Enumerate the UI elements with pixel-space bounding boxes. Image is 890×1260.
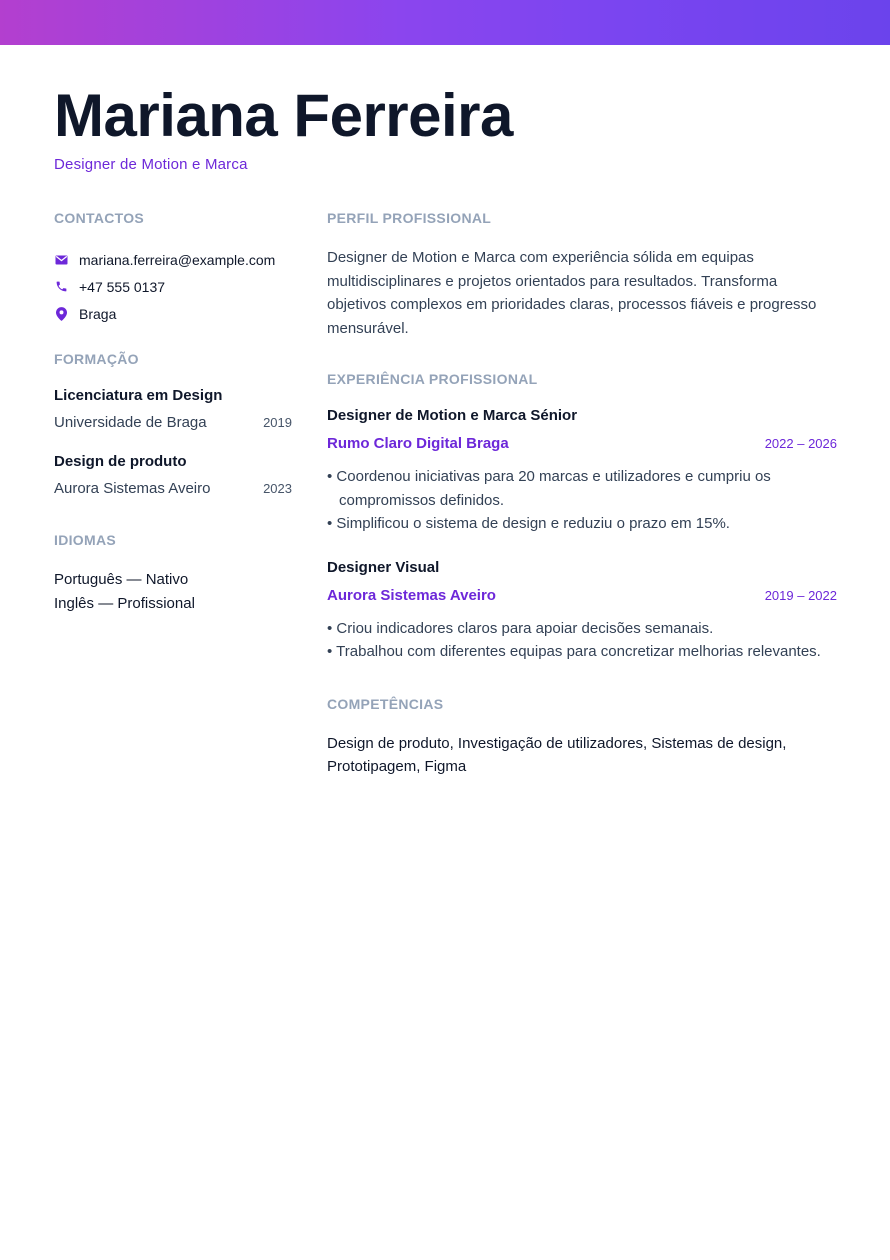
skills-title: COMPETÊNCIAS: [327, 695, 444, 712]
language-item: Inglês — Profissional: [54, 595, 195, 612]
education-section: [54, 351, 292, 497]
left-column: [54, 210, 292, 616]
contact-phone-text: +47 555 0137: [79, 278, 166, 295]
phone-icon: [54, 279, 69, 294]
candidate-name: Mariana Ferreira: [54, 82, 513, 149]
job-company: Rumo Claro Digital Braga: [327, 435, 509, 452]
job-company: Aurora Sistemas Aveiro: [327, 586, 496, 604]
education-year: 2023: [263, 481, 292, 496]
contact-phone[interactable]: [54, 273, 292, 300]
contact-email[interactable]: [54, 246, 292, 273]
contact-email-text: mariana.ferreira@example.com: [79, 251, 276, 268]
skills-section: [327, 696, 837, 779]
job-entry: [327, 407, 837, 536]
education-degree: Licenciatura em Design: [54, 387, 223, 404]
education-degree: Design de produto: [54, 453, 187, 470]
skills-text: Design de produto, Investigação de utilizadores, Sistemas de design, Prototipagem, Figma: [327, 734, 787, 775]
job-dates: 2022 – 2026: [764, 436, 837, 451]
job-dates: 2019 – 2022: [764, 587, 837, 603]
languages-section: [54, 532, 292, 616]
profile-title: PERFIL PROFISSIONAL: [327, 210, 492, 226]
contact-location-text: Braga: [79, 305, 117, 322]
experience-title: EXPERIÊNCIA PROFISSIONAL: [327, 371, 538, 387]
job-entry: [327, 559, 837, 664]
job-title: Designer de Motion e Marca Sénior: [327, 407, 578, 424]
languages-title: IDIOMAS: [54, 532, 116, 548]
education-school: Universidade de Braga: [54, 414, 207, 431]
job-bullet: • Trabalhou com diferentes equipas para concretizar melhorias relevantes.: [327, 640, 837, 664]
profile-section: [327, 210, 837, 340]
contact-list: [54, 246, 292, 327]
contacts-title: CONTACTOS: [54, 210, 145, 226]
education-school: Aurora Sistemas Aveiro: [54, 480, 211, 497]
contact-location: [54, 300, 292, 327]
job-bullets: [327, 617, 837, 664]
mail-icon: [54, 252, 69, 267]
education-title: FORMAÇÃO: [54, 351, 139, 367]
right-column: [327, 210, 837, 779]
header-gradient-band: [0, 0, 890, 45]
job-title: Designer Visual: [327, 558, 440, 576]
language-list: [54, 568, 292, 616]
job-bullet: • Coordenou iniciativas para 20 marcas e utilizadores e cumpriu os compromissos definidos.: [327, 465, 837, 512]
language-item: Português — Nativo: [54, 571, 189, 588]
education-year: 2019: [263, 415, 292, 430]
job-bullet: • Simplificou o sistema de design e reduziu o prazo em 15%.: [327, 512, 837, 536]
experience-section: [327, 371, 837, 664]
education-item: [54, 453, 292, 497]
contacts-section: [54, 210, 292, 327]
education-item: [54, 387, 292, 431]
profile-text: Designer de Motion e Marca com experiência sólida em equipas multidisciplinares e projetos orientados para resultados. Transforma objetivos complexos em prioridades claras, processos fiáveis e progresso mensurável.: [327, 249, 817, 337]
location-pin-icon: [54, 306, 69, 321]
job-bullet: • Criou indicadores claros para apoiar decisões semanais.: [327, 617, 837, 641]
candidate-role: Designer de Motion e Marca: [54, 156, 248, 173]
job-bullets: [327, 465, 837, 536]
